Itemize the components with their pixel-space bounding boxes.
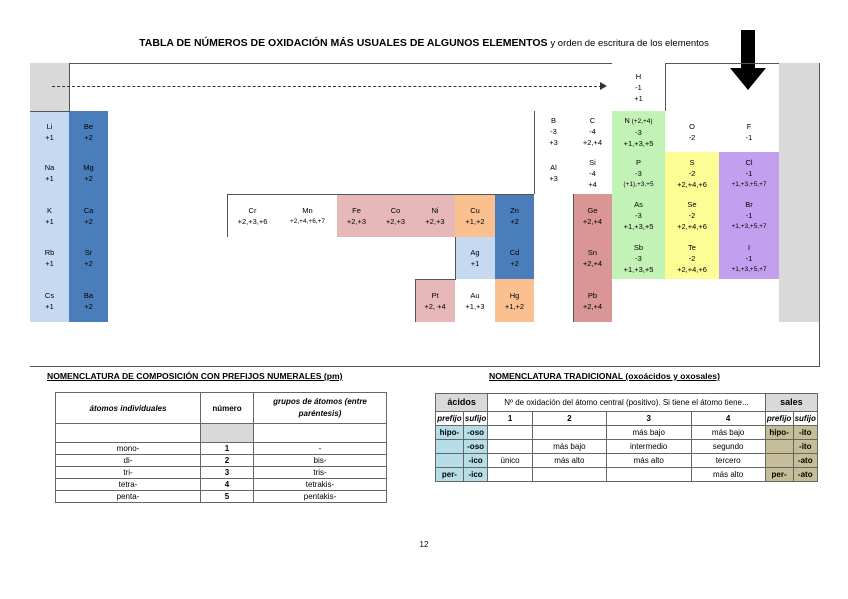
oxidation-states: +1,+3,+5 [623,222,654,231]
element-br [719,194,780,238]
trad-cell: per- [436,468,464,482]
prefix-cell: tetra- [56,479,201,491]
oxidation-states: +2 [84,132,93,142]
element-i [719,237,780,280]
empty-cell [376,152,416,195]
traditional-title: NOMENCLATURA TRADICIONAL (oxoácidos y oxosales) [489,371,720,381]
element-n [612,111,666,153]
trad-cell [488,468,533,482]
trad-cell: -ico [463,468,487,482]
oxidation-states: -1 [745,253,753,263]
element-sn [573,237,613,280]
empty-cell [779,152,820,195]
element-mn [278,194,338,238]
empty-cell [337,111,377,153]
trad-cell: -oso [463,440,487,454]
empty-cell [148,279,189,323]
element-cu [455,194,496,238]
trad-cell [488,426,533,440]
subheader-cell: 3 [606,412,691,426]
table-row [56,443,387,455]
oxidation-states: -4 [589,127,596,136]
empty-cell [337,237,377,280]
element-symbol: As [634,200,643,209]
group-cell: bis- [254,455,387,467]
empty-cell [779,279,820,323]
oxidation-states: +1,+3,+5,+7 [731,265,767,273]
empty-cell [278,322,338,367]
oxidation-states: -1 [745,132,753,142]
oxidation-states: +2 [84,259,93,268]
element-symbol: Na [44,163,55,172]
oxidation-states: +3 [549,174,558,183]
element-symbol: Ge [587,205,598,215]
trad-cell: -ito [793,440,817,454]
trad-cell [436,454,464,468]
element-symbol: Al [550,163,557,172]
empty-cell [108,194,149,238]
prefix-cell: tri- [56,467,201,479]
trad-cell: per- [765,468,793,482]
empty-cell [278,152,338,195]
oxidation-states: +3 [549,138,558,147]
empty-cell [148,194,189,238]
empty-cell [337,279,377,323]
empty-cell [376,322,416,367]
oxidation-states: +2 [84,174,93,183]
element-ag [455,237,496,280]
element-symbol: Cd [509,248,520,257]
group-cell: tris- [254,467,387,479]
element-se [665,194,720,238]
trad-cell: más bajo [691,426,765,440]
trad-cell: hipo- [436,426,464,440]
oxidation-states: +1,+3,+5,+7 [731,180,767,188]
element-li [30,111,70,153]
oxidation-states: -3 [635,253,642,263]
oxidation-states: -3 [635,168,642,178]
oxidation-states: (+1),+3,+5 [623,180,654,188]
group-cell: pentakis- [254,491,387,503]
oxidation-states: +2,+4,+6,+7 [289,217,326,225]
element-symbol: Be [83,121,94,131]
empty-cell [495,322,535,367]
empty-cell [376,111,416,153]
empty-cell [278,237,338,280]
element-symbol: H [635,71,642,81]
element-si [573,152,613,195]
empty-cell [665,279,720,323]
oxidation-states: +2, +4 [424,301,446,311]
element-h [612,63,666,112]
trad-cell: más bajo [606,426,691,440]
element-cl [719,152,780,195]
oxidation-states: -2 [688,168,696,178]
empty-cell [188,279,228,323]
oxidation-states: +2,+4 [582,301,603,311]
composition-table [55,392,387,503]
trad-cell [765,454,793,468]
element-k [30,194,70,238]
composition-title: NOMENCLATURA DE COMPOSICIÓN CON PREFIJOS NUMERALES (pm) [47,371,343,381]
element-symbol: Cu [470,205,480,215]
element-te [665,237,720,280]
empty-cell [612,322,666,367]
element-al [534,152,574,195]
table-header-row [56,393,387,424]
trad-cell: hipo- [765,426,793,440]
element-na [30,152,70,195]
subheader-cell: 1 [488,412,533,426]
element-as [612,194,666,238]
element-symbol: Cl [745,157,753,167]
element-symbol: Au [470,290,480,300]
oxidation-states: +1 [45,174,54,183]
element-symbol: Hg [509,290,520,300]
empty-cell [148,237,189,280]
element-symbol: Zn [510,205,519,215]
empty-cell [376,279,416,323]
empty-cell [495,152,535,195]
trad-cell: intermedio [606,440,691,454]
empty-cell [337,322,377,367]
empty-cell [573,322,613,367]
element-symbol: Sb [633,242,644,252]
table-row [436,440,818,454]
empty-cell [227,111,279,153]
oxidation-states: +1 [45,132,54,142]
element-sr [69,237,109,280]
oxidation-states: +2,+3 [385,216,406,226]
empty-cell [227,279,279,323]
number-cell: 3 [201,467,254,479]
center-header: Nº de oxidación del átomo central (positivo). Si tiene el átomo tiene... [488,394,765,412]
oxidation-states: +1,+3,+5 [623,138,654,148]
subheader-cell: 2 [532,412,606,426]
header-number: número [201,393,254,424]
trad-cell: -ato [793,454,817,468]
element-symbol: Se [687,200,697,209]
oxidation-states: +2,+4,+6 [677,222,707,231]
empty-cell [108,279,149,323]
element-symbol: Cr [248,205,257,215]
empty-cell [719,322,780,367]
subheader-cell: prefijo [436,412,464,426]
header-individual: átomos individuales [56,393,201,424]
traditional-table [435,393,818,482]
empty-cell [415,237,456,280]
table-row [56,479,387,491]
element-symbol: N (+2,+4) [624,115,653,125]
element-ge [573,194,613,238]
empty-cell [779,63,820,112]
element-rb [30,237,70,280]
element-mg [69,152,109,195]
element-cd [495,237,535,280]
trad-cell [532,468,606,482]
element-symbol: F [746,121,752,131]
number-cell: 5 [201,491,254,503]
element-symbol: Ni [431,205,439,215]
empty-cell [69,322,109,367]
empty-cell [278,111,338,153]
empty-cell [415,322,456,367]
oxidation-states: +2,+3,+6 [237,216,268,226]
oxidation-states: +2,+3 [425,216,445,226]
trad-cell: -ico [463,454,487,468]
element-ba [69,279,109,323]
oxidation-states: +1 [634,93,643,103]
empty-cell [415,152,456,195]
oxidation-states: +1,+3,+5 [623,264,654,274]
subheader-cell: sufijo [463,412,487,426]
element-cr [227,194,279,238]
element-b [534,111,574,153]
trad-cell: segundo [691,440,765,454]
element-pt [415,279,456,323]
periodic-table [30,63,820,367]
number-cell: 1 [201,443,254,455]
empty-cell [665,322,720,367]
oxidation-states: -3 [635,211,642,220]
element-symbol: Sr [84,248,93,257]
empty-cell [534,279,574,323]
trad-cell: único [488,454,533,468]
empty-cell [227,237,279,280]
oxidation-states: +1 [45,259,54,268]
oxidation-states: +1,+3 [465,301,485,311]
empty-cell [779,237,820,280]
trad-cell: -ato [793,468,817,482]
element-symbol: S [689,157,695,167]
group-cell: tetrakis- [254,479,387,491]
element-au [455,279,496,323]
oxidation-states: +2,+4,+6 [677,179,707,189]
oxidation-states: +2,+4 [582,138,603,147]
element-symbol: Fe [352,205,361,215]
oxidation-states: +1 [45,301,54,311]
element-p [612,152,666,195]
empty-cell [455,322,496,367]
oxidation-states: +1,+2 [504,301,525,311]
oxidation-states: +2,+4 [582,216,603,226]
writing-order-arrow [52,86,602,87]
subheader-cell: prefijo [765,412,793,426]
trad-cell [606,468,691,482]
element-symbol: Ag [470,248,480,257]
oxidation-states: -1 [745,168,753,178]
element-symbol: Rb [44,248,55,257]
empty-cell [534,194,574,238]
oxidation-states: -4 [589,168,596,178]
oxidation-states: +2 [510,259,519,268]
empty-cell [188,237,228,280]
trad-cell: más alto [532,454,606,468]
element-symbol: Te [688,242,696,252]
element-zn [495,194,535,238]
writing-order-arrowhead [600,82,607,90]
oxidation-states: -1 [745,211,753,220]
element-symbol: Co [390,205,401,215]
element-be [69,111,109,153]
empty-cell [108,322,149,367]
oxidation-states: +1,+2 [465,216,485,226]
trad-cell: -oso [463,426,487,440]
empty-cell [415,111,456,153]
trad-cell: más alto [606,454,691,468]
empty-cell [188,111,228,153]
element-symbol: O [689,121,695,131]
empty-cell [779,194,820,238]
empty-cell [779,322,820,367]
element-symbol: Mg [83,163,94,172]
element-f [719,111,780,153]
element-s [665,152,720,195]
table-row [436,454,818,468]
empty-cell [337,152,377,195]
element-symbol: Ca [83,205,94,215]
element-o [665,111,720,153]
element-symbol: Li [46,121,53,131]
element-symbol: Cs [44,290,55,300]
trad-cell [765,440,793,454]
element-symbol: Mn [302,205,313,215]
oxidation-states: +2 [510,216,519,226]
element-hg [495,279,535,323]
oxidation-states: +2 [84,216,93,226]
oxidation-states: -3 [550,127,557,136]
empty-cell [612,279,666,323]
element-fe [337,194,377,238]
empty-cell [534,237,574,280]
empty-cell [108,152,149,195]
oxidation-states: -3 [635,127,642,137]
empty-cell [108,237,149,280]
oxidation-states: -2 [688,211,696,220]
table-row [56,455,387,467]
empty-cell [376,237,416,280]
element-note: (+2,+4) [629,117,653,125]
number-cell: 4 [201,479,254,491]
oxidation-states: +2 [84,301,93,311]
element-symbol: Br [745,200,753,209]
element-symbol: Pt [431,290,439,300]
trad-cell: -ito [793,426,817,440]
empty-cell [30,322,70,367]
trad-cell: más bajo [532,440,606,454]
element-symbol: Ba [83,290,94,300]
empty-cell [148,152,189,195]
element-symbol: K [46,205,52,215]
table-row [436,468,818,482]
oxidation-states: -2 [688,132,696,142]
oxidation-states: -1 [635,82,642,92]
element-c [573,111,613,153]
trad-cell [436,440,464,454]
oxidation-states: +2,+4,+6 [677,264,707,274]
trad-cell [488,440,533,454]
oxidation-states: +4 [588,179,597,189]
element-ca [69,194,109,238]
element-cs [30,279,70,323]
table-row [56,491,387,503]
element-sb [612,237,666,280]
number-cell: 2 [201,455,254,467]
subheader-cell: 4 [691,412,765,426]
oxidation-states: +1 [470,259,480,268]
table-row [56,467,387,479]
empty-cell [278,279,338,323]
empty-cell [779,111,820,153]
element-symbol: B [550,116,556,125]
empty-cell [227,152,279,195]
element-symbol: I [747,242,751,252]
element-ni [415,194,456,238]
empty-cell [30,63,70,112]
oxidation-states: +2,+3 [346,216,367,226]
empty-cell [495,111,535,153]
empty-cell [455,152,496,195]
subheader-cell: sufijo [793,412,817,426]
element-symbol: C [589,116,596,125]
element-symbol: Pb [587,290,598,300]
oxidation-states: -2 [688,253,696,263]
acids-header: ácidos [436,394,488,412]
group-cell: - [254,443,387,455]
empty-cell [188,152,228,195]
prefix-cell: penta- [56,491,201,503]
page-title: TABLA DE NÚMEROS DE OXIDACIÓN MÁS USUALES DE ALGUNOS ELEMENTOS y orden de escritura de los elementos [139,37,709,49]
header-groups: grupos de átomos (entre paréntesis) [254,393,387,424]
prefix-cell: di- [56,455,201,467]
empty-cell [227,322,279,367]
empty-cell [188,194,228,238]
element-symbol: Sn [587,248,598,257]
oxidation-states: +1,+3,+5,+7 [731,223,767,230]
empty-cell [455,111,496,153]
trad-cell: tercero [691,454,765,468]
oxidation-states: +2,+4 [582,259,603,268]
empty-cell [148,322,189,367]
sales-header: sales [765,394,817,412]
empty-cell [188,322,228,367]
table-row [436,426,818,440]
oxidation-states: +1 [45,216,54,226]
prefix-cell: mono- [56,443,201,455]
element-pb [573,279,613,323]
element-symbol: P [635,157,641,167]
empty-cell [108,111,149,153]
element-symbol: Si [589,157,596,167]
trad-cell [532,426,606,440]
trad-cell: más alto [691,468,765,482]
empty-cell [148,111,189,153]
page-number: 12 [419,540,429,549]
empty-cell [534,322,574,367]
empty-cell [719,279,780,323]
element-co [376,194,416,238]
